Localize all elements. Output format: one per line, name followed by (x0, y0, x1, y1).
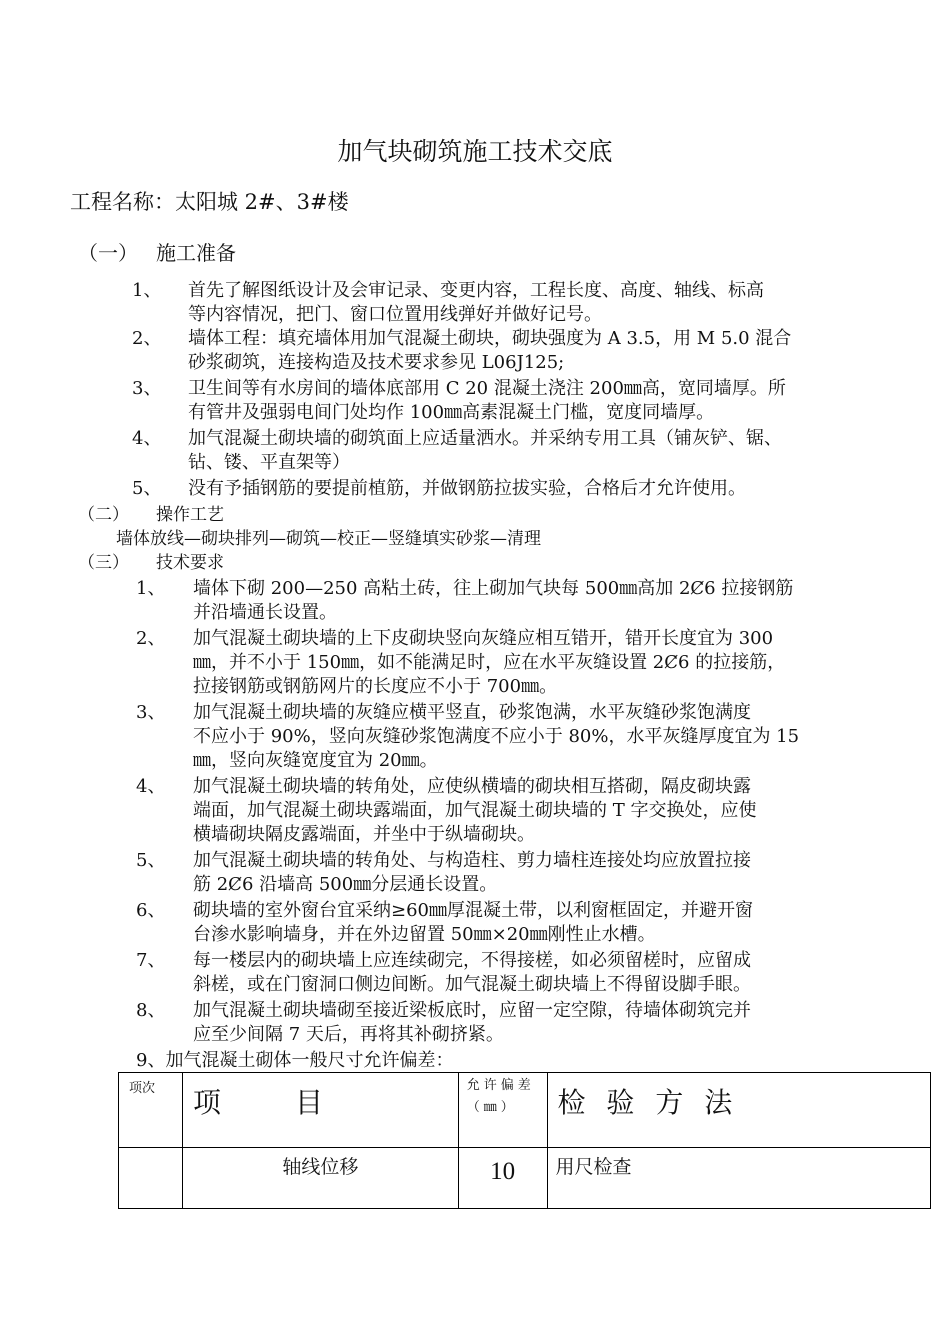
list-item-line: 钻、镂、平直架等） (188, 452, 350, 473)
list-item-number: 2、 (136, 628, 166, 649)
list-item-number: 7、 (136, 950, 166, 971)
list-item-line: 加气混凝土砌块墙的转角处、与构造柱、剪力墙柱连接处均应放置拉接 (193, 850, 751, 871)
project-name: 工程名称：太阳城 2#、3#楼 (70, 190, 349, 214)
section-1-number: （一） (78, 241, 138, 265)
process-flow-text: 墙体放线—砌块排列—砌筑—校正—竖缝填实砂浆—清理 (116, 529, 541, 549)
list-item-number: 3、 (136, 702, 166, 723)
header-item: 项 目 (182, 1073, 458, 1148)
cell-method: 用尺检查 (547, 1148, 930, 1209)
list-item-line: 加气混凝土砌块墙的砌筑面上应适量洒水。并采纳专用工具（铺灰铲、锯、 (188, 428, 782, 449)
list-item-line: 拉接钢筋或钢筋网片的长度应不小于 700㎜。 (193, 676, 558, 697)
list-item-line: 并沿墙通长设置。 (193, 602, 337, 623)
section-2-title: 操作工艺 (156, 505, 224, 525)
list-item-line: 加气混凝土砌块墙的上下皮砌块竖向灰缝应相互错开，错开长度宜为 300 (193, 628, 774, 649)
section-2-number: （二） (78, 505, 129, 525)
cell-tolerance: 10 (458, 1148, 547, 1209)
list-item-line: ㎜，竖向灰缝宽度宜为 20㎜。 (193, 750, 438, 771)
list-item-line: 卫生间等有水房间的墙体底部用 C 20 混凝土浇注 200㎜高，宽同墙厚。所 (188, 378, 786, 399)
table-caption: 9、加气混凝土砌体一般尺寸允许偏差： (136, 1050, 454, 1071)
list-item-line: 斜槎，或在门窗洞口侧边间断。加气混凝土砌块墙上不得留设脚手眼。 (193, 974, 751, 995)
list-item-number: 2、 (132, 328, 162, 349)
list-item-line: 不应小于 90%，竖向灰缝砂浆饱满度不应小于 80%，水平灰缝厚度宜为 15 (193, 726, 800, 747)
list-item-line: 有管井及强弱电间门处均作 100㎜高素混凝土门槛，宽度同墙厚。 (188, 402, 715, 423)
list-item-line: 端面，加气混凝土砌块露端面，加气混凝土砌块墙的 T 字交换处，应使 (193, 800, 757, 821)
list-item-line: 加气混凝土砌块墙的转角处，应使纵横墙的砌块相互搭砌，隔皮砌块露 (193, 776, 751, 797)
section-3-number: （三） (78, 553, 129, 573)
list-item-line: 台渗水影响墙身，并在外边留置 50㎜×20㎜刚性止水槽。 (193, 924, 656, 945)
list-item-line: 首先了解图纸设计及会审记录、变更内容，工程长度、高度、轴线、标高 (188, 280, 764, 301)
list-item-line: 应至少间隔 7 天后，再将其补砌挤紧。 (193, 1024, 504, 1045)
list-item-line: 没有予插钢筋的要提前植筋，并做钢筋拉拔实验，合格后才允许使用。 (188, 478, 746, 499)
list-item-line: 加气混凝土砌块墙砌至接近梁板底时，应留一定空隙，待墙体砌筑完并 (193, 1000, 751, 1021)
list-item-line: 每一楼层内的砌块墙上应连续砌完，不得接槎，如必须留槎时，应留成 (193, 950, 751, 971)
tolerance-table (118, 1072, 931, 1209)
list-item-number: 8、 (136, 1000, 166, 1021)
list-item-line: 筋 2Ȼ6 沿墙高 500㎜分层通长设置。 (193, 874, 498, 895)
list-item-line: 墙体下砌 200—250 高粘土砖，往上砌加气块每 500㎜高加 2Ȼ6 拉接钢筋 (193, 578, 794, 599)
cell-item-no (119, 1148, 183, 1209)
list-item-line: 横墙砌块隔皮露端面，并坐中于纵墙砌块。 (193, 824, 535, 845)
list-item-line: 等内容情况，把门、窗口位置用线弹好并做好记号。 (188, 304, 602, 325)
list-item-line: ㎜，并不小于 150㎜，如不能满足时，应在水平灰缝设置 2Ȼ6 的拉接筋， (193, 652, 786, 673)
section-1-title: 施工准备 (156, 241, 236, 265)
header-tolerance: 允许偏差（㎜） (458, 1073, 547, 1148)
list-item-line: 墙体工程：填充墙体用加气混凝土砌块，砌块强度为 A 3.5，用 M 5.0 混合 (188, 328, 792, 349)
list-item-number: 5、 (132, 478, 162, 499)
list-item-number: 1、 (136, 578, 166, 599)
table-header-row (119, 1073, 931, 1148)
list-item-number: 5、 (136, 850, 166, 871)
list-item-line: 砌块墙的室外窗台宜采纳≥60㎜厚混凝土带，以利窗框固定，并避开窗 (193, 900, 753, 921)
list-item-number: 3、 (132, 378, 162, 399)
list-item-number: 6、 (136, 900, 166, 921)
list-item-line: 加气混凝土砌块墙的灰缝应横平竖直，砂浆饱满，水平灰缝砂浆饱满度 (193, 702, 751, 723)
header-item-no: 项次 (119, 1073, 183, 1148)
list-item-line: 砂浆砌筑，连接构造及技术要求参见 L06J125; (188, 352, 565, 373)
document-title: 加气块砌筑施工技术交底 (337, 137, 613, 166)
section-3-title: 技术要求 (156, 553, 224, 573)
table-row (119, 1148, 931, 1209)
cell-item: 轴线位移 (182, 1148, 458, 1209)
header-method: 检 验 方 法 (547, 1073, 930, 1148)
list-item-number: 4、 (132, 428, 162, 449)
list-item-number: 1、 (132, 280, 162, 301)
list-item-number: 4、 (136, 776, 166, 797)
